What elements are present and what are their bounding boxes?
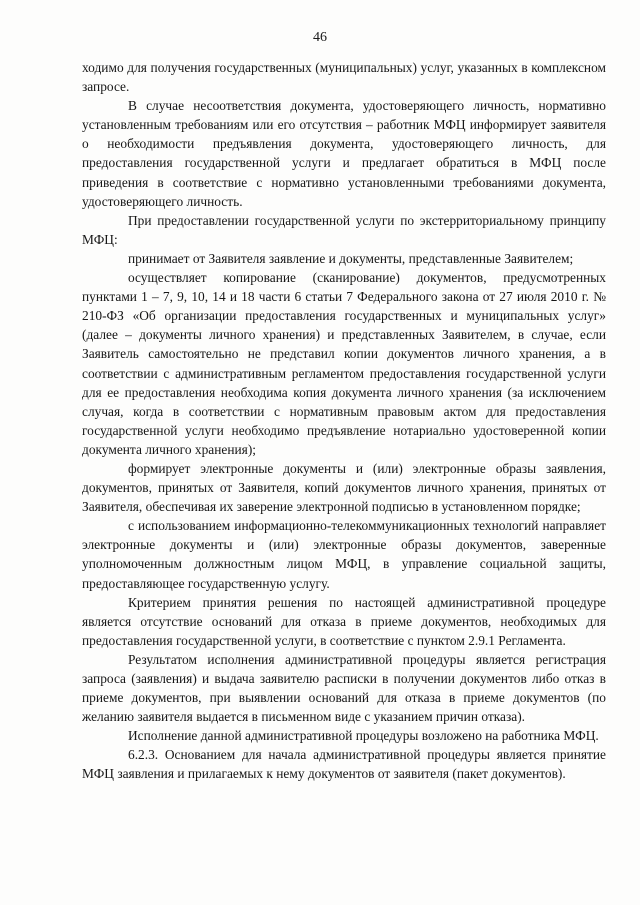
paragraph-sends-electronic-documents: с использованием информационно-телекоммуникационных технологий направляет электронные документы и (или) электронные образы документов, заверенные уполномоченным должностным лицом МФЦ, в управление социальной защиты, предоставляющее государственную услугу. [82,518,606,591]
paragraph-accepts-application: принимает от Заявителя заявление и документы, представленные Заявителем; [128,250,574,266]
paragraph-decision-criterion: Критерием принятия решения по настоящей административной процедуре является отсутствие оснований для отказа в приеме документов, необходимых для предоставления государственной услуги, в соответствие с пунктом 2.9.1 Регламента. [82,594,606,648]
paragraph-copies-documents: осуществляет копирование (сканирование) документов, предусмотренных пунктами 1 – 7, 9, 10, 14 и 18 части 6 статьи 7 Федерального закона от 27 июля 2010 г. № 210-ФЗ «Об организации предоставления государственных и муниципальных услуг» (далее – документы личного хранения) и представленных Заявителем, в случае, если Заявитель самостоятельно не представил копии документов личного хранения, а в соответствии с административным регламентом предоставления государственной услуги для ее предоставления необходима копия документа личного хранения (за исключением случая, когда в соответствии с нормативным правовым актом для предоставления государственной услуги необходимо предъявление нотариально удостоверенной копии документа личного хранения); [82,270,606,457]
paragraph-identity-document: В случае несоответствия документа, удостоверяющего личность, нормативно установленным требованиям или его отсутствия – работник МФЦ информирует заявителя о необходимости предъявления документа, удостоверяющего личность, для предоставления государственной услуги и предлагает обратиться в МФЦ после приведения в соответствие с нормативно установленными требованиями документа, удостоверяющего личность. [82,98,606,209]
paragraph-procedure-result: Результатом исполнения административной процедуры является регистрация запроса (заявления) и выдача заявителю расписки в получении документов либо отказ в приеме документов, при выявлении оснований для отказа в приеме документов (по желанию заявителя выдается в письменном виде с указанием причин отказа). [82,651,606,725]
paragraph-continuation: ходимо для получения государственных (муниципальных) услуг, указанных в комплексном запросе. [82,60,606,95]
document-body [82,58,606,784]
page-number: 46 [313,30,327,45]
paragraph-responsible-worker: Исполнение данной административной процедуры возложено на работника МФЦ. [128,728,599,744]
paragraph-forms-electronic-documents: формирует электронные документы и (или) электронные образы заявления, документов, принятых от Заявителя, копий документов личного хранения, принятых от Заявителя, обеспечивая их заверение электронной подписью в установленном порядке; [82,460,606,515]
paragraph-extraterritorial-intro: При предоставлении государственной услуги по экстерриториальному принципу МФЦ: [82,212,606,247]
paragraph-section-6-2-3: 6.2.3. Основанием для начала административной процедуры является принятие МФЦ заявления и прилагаемых к нему документов от заявителя (пакет документов). [82,747,606,782]
